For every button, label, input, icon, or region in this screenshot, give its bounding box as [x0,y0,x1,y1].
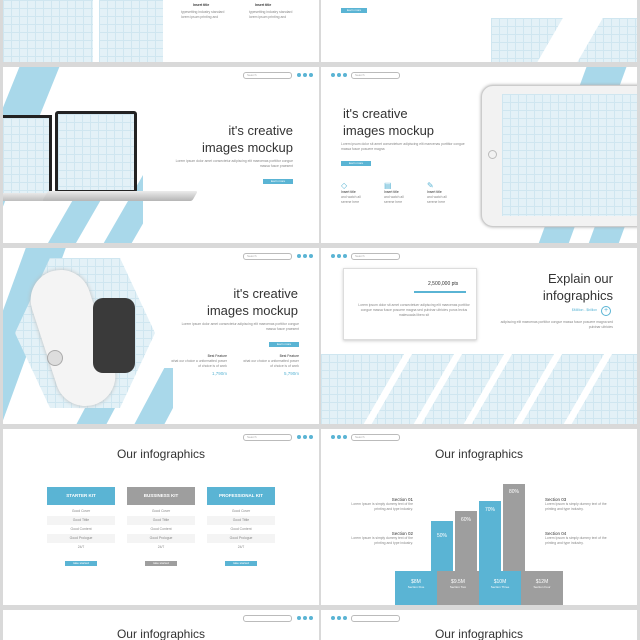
plus-icon[interactable]: + [601,306,611,316]
search-input[interactable]: Search [351,253,400,260]
plan-row: Good Cover [151,509,171,513]
search-input[interactable] [351,615,400,622]
nav-dots [297,73,313,77]
learn-more-button[interactable]: learn more [269,342,299,347]
feature-desc: typesetting industry standard lorem ipsum printing and [249,10,293,19]
plan-header: BUSSINESS KIT [127,487,195,505]
slide-body: adipiscing elit maecenas porttitor congue massa fusce posuere magna sed pulvinar ultricies [500,320,613,329]
bar-base-value: $9.5M Section Two [437,571,479,605]
learn-more-button[interactable]: learn more [263,179,293,184]
bar: 80% [503,484,525,571]
search-input[interactable]: Search [351,434,400,441]
slide-pricing[interactable] [3,429,319,605]
plan-row: Good Tittle [127,516,195,525]
slide-bars[interactable] [321,429,637,605]
stat-card [343,268,477,340]
feature-item: ▤ Insert title and watch all serene here [384,181,424,205]
search-input[interactable]: Search [243,72,292,79]
slide-title: it's creative images mockup [206,286,298,318]
take-started-button[interactable]: take started [145,561,177,566]
slide-body: Lorem ipsum dolor amet consectetur adipiscing elit maecenas porttitor congue massa fusce praesent [175,159,293,168]
slide-bottom-right[interactable] [321,610,637,640]
plan-row: Good Content [150,527,172,531]
plan-row: Good Tittle [47,516,115,525]
bar-base-value: $8M Section Five [407,579,425,589]
card-body: Lorem ipsum dolor sit amet consectetuer adipiscing elit maecenas porttitor congue massa fusce posuere magna sed pulvinar ultricies purus lectus malesuada libero sit [358,303,470,317]
plan-row: Good Cover [231,509,251,513]
take-started-button[interactable]: take started [225,561,257,566]
grid-panel [99,0,163,62]
slide-title: Our infographics [116,447,206,461]
search-input[interactable]: Search [243,253,292,260]
plan-row: Good Prologue [47,534,115,543]
learn-more-button[interactable]: learn more [341,8,367,13]
nav-dots [331,435,347,439]
take-started-button[interactable]: take started [65,561,97,566]
slide-title: Our infographics [434,627,524,640]
plan-row: Good Prologue [127,534,195,543]
plan-row: Good Content [230,527,252,531]
feature-block: Best Feature what our choice a unformatted power of choice is of work 1,790m [171,354,227,376]
feature-block: Best Feature what our choice a unformatted power of choice is of work 5,790m [243,354,299,376]
section-text: Section 04 Lorem Ipsum is simply dummy text of the printing and type industry. [545,531,607,545]
search-input[interactable]: Search [243,434,292,441]
feature-item: ◇ Insert title and watch all serene here [341,181,381,205]
slide-explain[interactable] [321,248,637,424]
feature-title: Insert title [193,3,210,7]
document-icon: ▤ [384,181,392,190]
feature-title: Insert title [255,3,272,7]
feature-desc: typesetting industry standard lorem ipsum printing and [181,10,225,19]
section-text: Section 01 Lorem Ipsum is simply dummy text of the printing and type industry. [351,497,413,511]
plan-header: STARTER KIT [47,487,115,505]
slide-body: Lorem ipsum dolor sit amet consectetuer adipiscing elit maecenas porttitor congue massa fusce posuere magna [341,142,465,151]
slide-tablet[interactable] [321,67,637,243]
plan-row: Good Tittle [207,516,275,525]
points-value: 2,500,000 pts [428,281,459,287]
nav-dots [297,616,313,620]
slide-body: Lorem ipsum dolor amet consectetur adipiscing elit maecenas porttitor congue massa fusce praesent [181,322,299,331]
points-underline [414,291,466,293]
search-input[interactable] [243,615,292,622]
plan-row: Good Prologue [207,534,275,543]
plan-row: 24/7 [237,545,245,549]
watch-mockup [33,268,143,408]
plan-row: Good Cover [71,509,91,513]
grid-panel [3,0,93,62]
learn-more-button[interactable]: learn more [341,161,371,166]
slide-watch[interactable] [3,248,319,424]
slide-laptop[interactable] [3,67,319,243]
slide-bottom-left[interactable] [3,610,319,640]
nav-dots [331,73,347,77]
section-text: Section 03 Lorem Ipsum is simply dummy text of the printing and type industry. [545,497,607,511]
bar-base-value: $12M Section Four [521,571,563,605]
bar-base-value: $10M Section Three [490,579,510,589]
bar: 60% [455,511,477,571]
nav-dots [331,254,347,258]
slide-top-left[interactable] [3,0,319,62]
tablet-mockup [481,85,637,227]
plan-row: 24/7 [157,545,165,549]
slide-title: it's creative images mockup [201,123,293,155]
plan-row: Good Content [70,527,92,531]
nav-dots [297,435,313,439]
section-text: Section 02 Lorem Ipsum is simply dummy text of the printing and type industry. [351,531,413,545]
feature-item: ✎ Insert title and watch all serene here [427,181,467,205]
bar: 50% [431,521,453,571]
nav-dots [297,254,313,258]
diamond-icon: ◇ [341,181,348,190]
slide-title: Our infographics [116,627,206,640]
pen-icon: ✎ [427,181,434,190]
slide-title: Explain our infographics [542,271,613,303]
metric-label: $Million - $billion [571,308,597,312]
plan-row: 24/7 [77,545,85,549]
nav-dots [331,616,347,620]
bottom-stripes [321,354,637,424]
plan-header: PROFESSIONAL KIT [207,487,275,505]
search-input[interactable]: Search [351,72,400,79]
slide-title: it's creative images mockup [343,106,435,138]
bar: 70% [479,501,501,571]
slide-top-right[interactable] [321,0,637,62]
slide-title: Our infographics [434,447,524,461]
